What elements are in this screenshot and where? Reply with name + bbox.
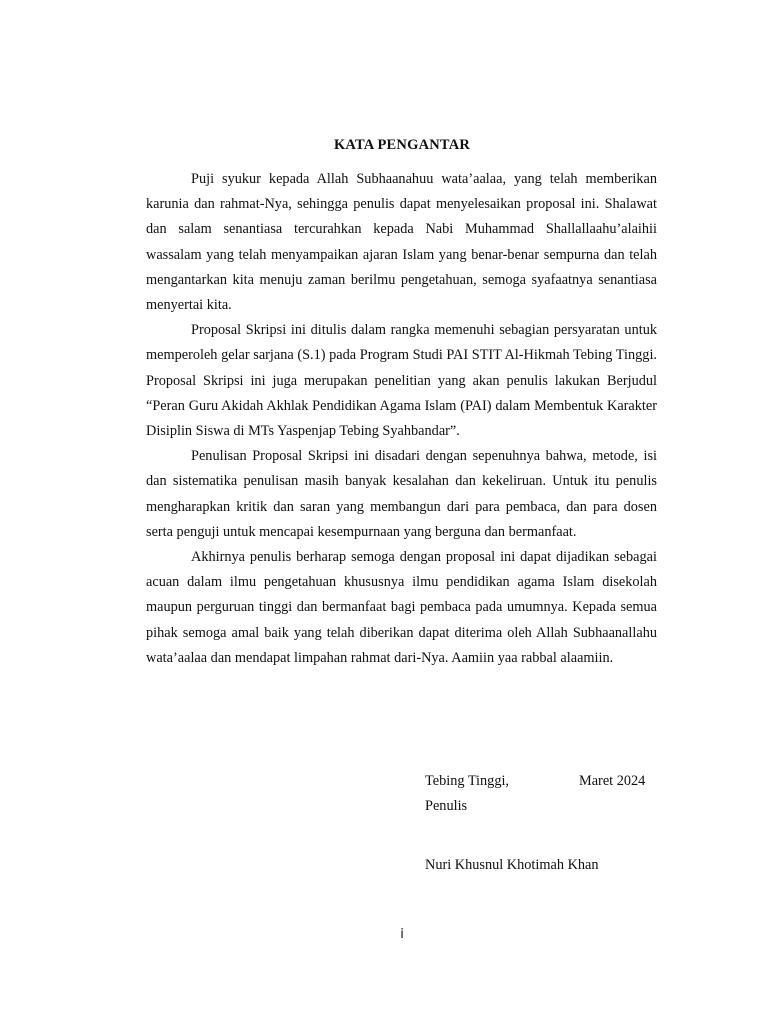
paragraph: Puji syukur kepada Allah Subhaanahuu wata’aalaa, yang telah memberikan karunia dan rahmat-Nya, sehingga penulis dapat menyelesaikan proposal ini. Shalawat dan salam senantiasa tercurahkan kepada Nabi Muhammad Shallallaahu’alaihii wassalam yang telah menyampaikan ajaran Islam yang benar-benar sempurna dan telah mengantarkan kita menuju zaman berilmu pengetahuan, semoga syafaatnya senantiasa menyertai kita. [146, 171, 657, 314]
paragraph: Penulisan Proposal Skripsi ini disadari dengan sepenuhnya bahwa, metode, isi dan sistematika penulisan masih banyak kesalahan dan kekeliruan. Untuk itu penulis mengharapkan kritik dan saran yang membangun dari para pembaca, dan para dosen serta penguji untuk mencapai kesempurnaan yang berguna dan bermanfaat. [146, 448, 657, 540]
page-number: i [400, 927, 404, 942]
body-text [146, 167, 657, 671]
signature-date: Maret 2024 [579, 773, 646, 789]
signature-place: Tebing Tinggi, [425, 773, 510, 789]
signature-name: Nuri Khusnul Khotimah Khan [425, 857, 599, 873]
signature-role: Penulis [425, 798, 468, 814]
page-title: KATA PENGANTAR [333, 137, 471, 153]
paragraph: Akhirnya penulis berharap semoga dengan proposal ini dapat dijadikan sebagai acuan dalam ilmu pengetahuan khususnya ilmu pendidikan agama Islam disekolah maupun perguruan tinggi dan bermanfaat bagi pembaca pada umumnya. Kepada semua pihak semoga amal baik yang telah diberikan dapat diterima oleh Allah Subhaanallahu wata’aalaa dan mendapat limpahan rahmat dari-Nya. Aamiin yaa rabbal alaamiin. [146, 549, 657, 666]
paragraph: Proposal Skripsi ini ditulis dalam rangka memenuhi sebagian persyaratan untuk memperoleh gelar sarjana (S.1) pada Program Studi PAI STIT Al-Hikmah Tebing Tinggi. Proposal Skripsi ini juga merupakan penelitian yang akan penulis lakukan Berjudul “Peran Guru Akidah Akhlak Pendidikan Agama Islam (PAI) dalam Membentuk Karakter Disiplin Siswa di MTs Yaspenjap Tebing Syahbandar”. [146, 322, 657, 440]
